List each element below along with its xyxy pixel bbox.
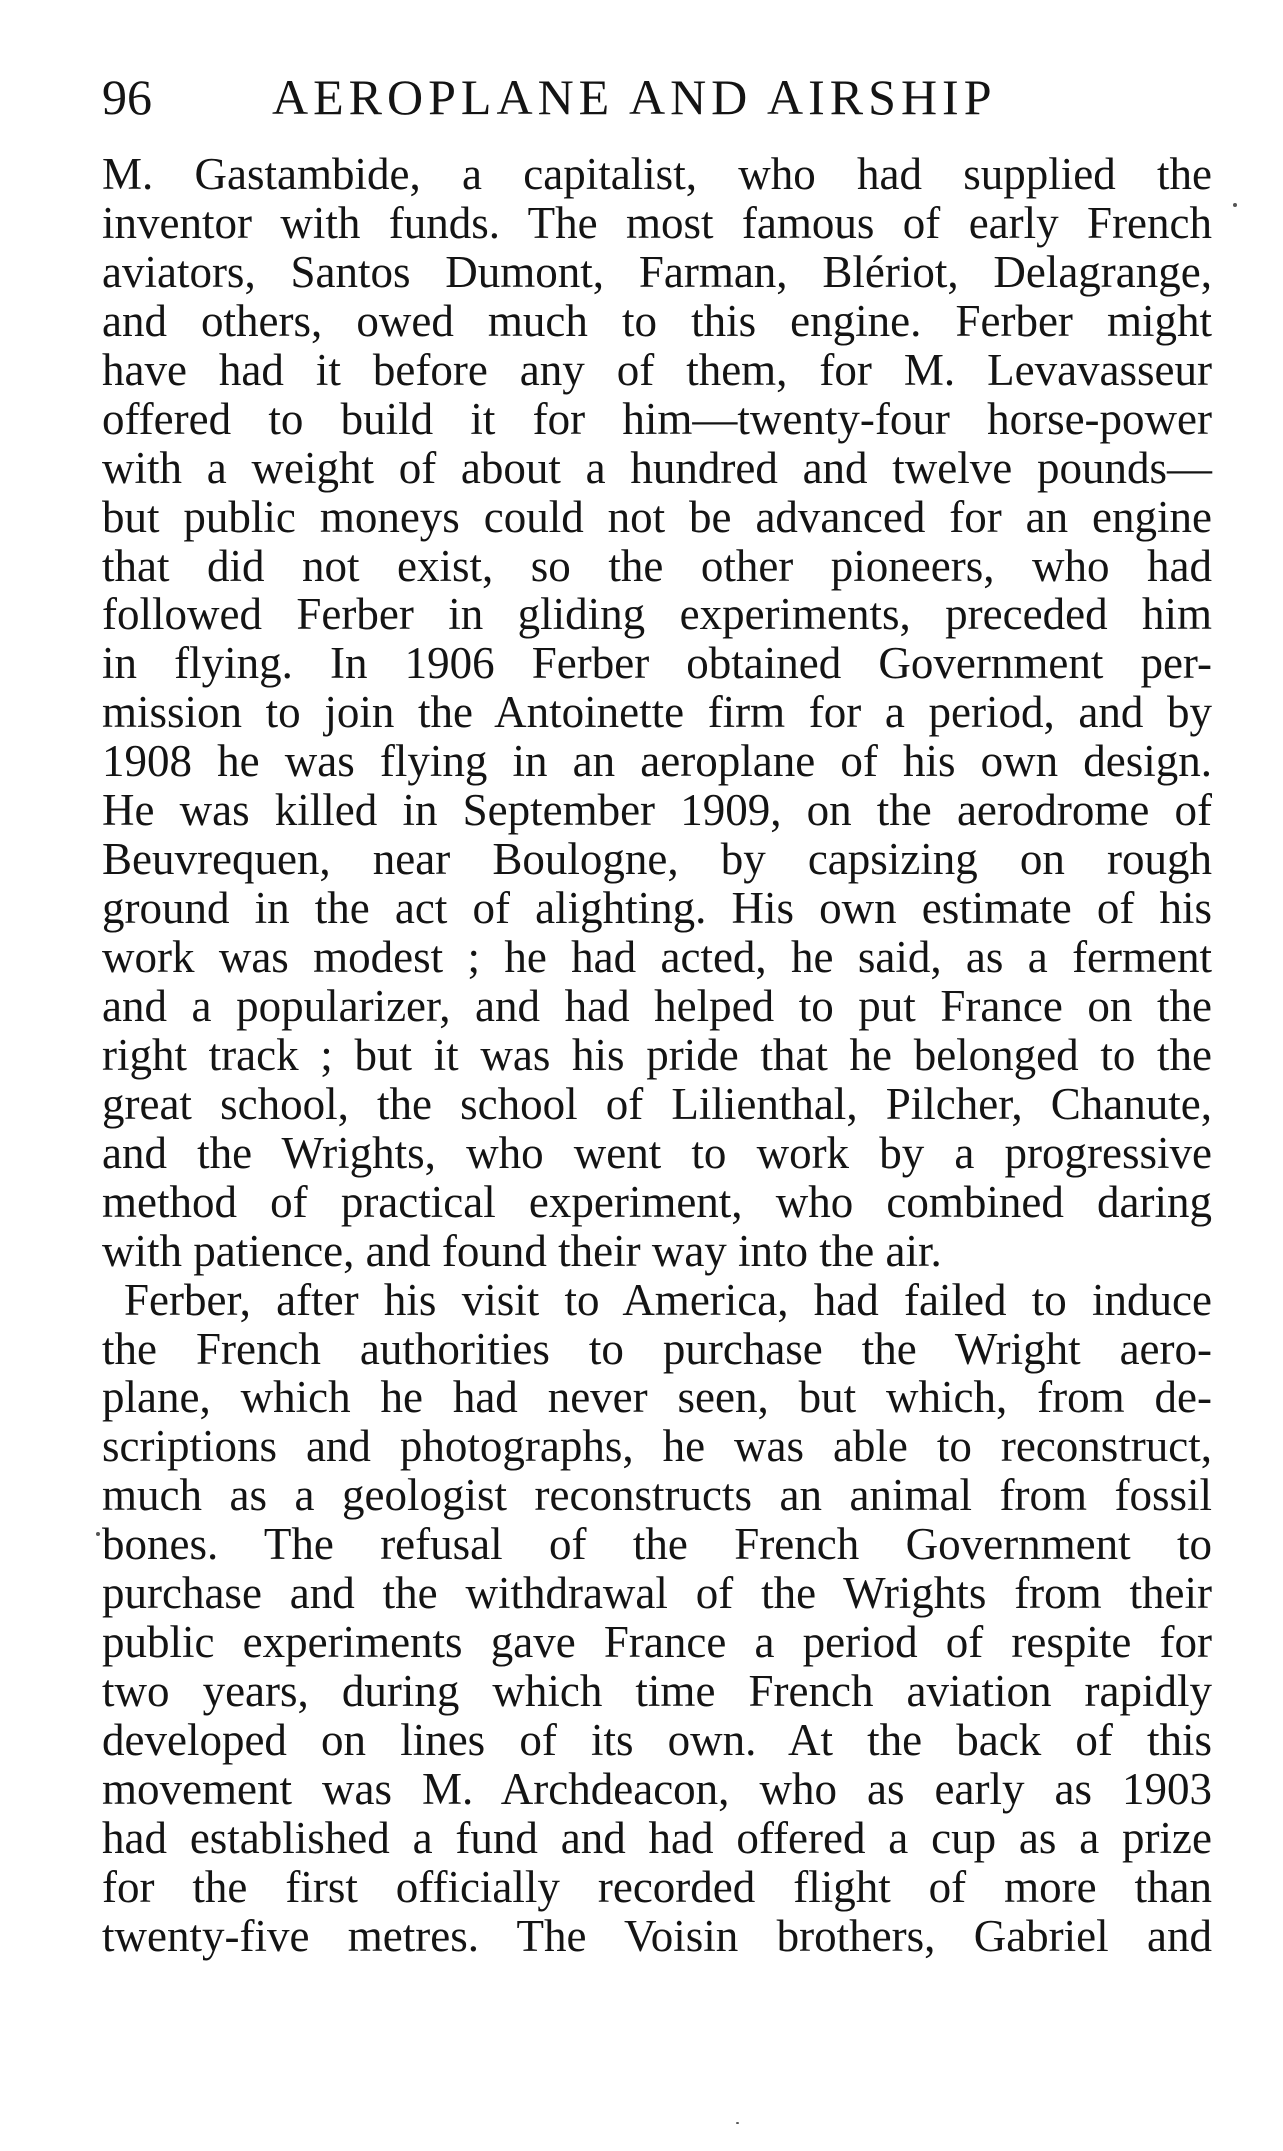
print-speck xyxy=(96,1532,100,1536)
text-line: plane, which he had never seen, but which, from de- xyxy=(102,1372,1212,1423)
text-line: for the first officially recorded flight of more than xyxy=(102,1861,1212,1912)
text-line: movement was M. Archdeacon, who as early as 1903 xyxy=(102,1763,1212,1814)
print-speck xyxy=(736,2122,739,2124)
text-line: ground in the act of alighting. His own estimate of his xyxy=(102,883,1212,934)
text-line: great school, the school of Lilienthal, Pilcher, Chanute, xyxy=(102,1078,1212,1129)
text-line: aviators, Santos Dumont, Farman, Blériot, Delagrange, xyxy=(102,246,1212,297)
text-line: and others, owed much to this engine. Ferber might xyxy=(102,295,1212,346)
print-speck xyxy=(1233,203,1237,207)
text-line: and a popularizer, and had helped to put France on the xyxy=(102,980,1212,1031)
text-line: twenty-five metres. The Voisin brothers, Gabriel and xyxy=(102,1910,1212,1961)
text-line: much as a geologist reconstructs an animal from fossil xyxy=(102,1470,1212,1521)
text-line: had established a fund and had offered a cup as a prize xyxy=(102,1812,1212,1863)
page-number: 96 xyxy=(102,69,152,125)
text-line: and the Wrights, who went to work by a progressive xyxy=(102,1127,1212,1178)
running-head: AEROPLANE AND AIRSHIP xyxy=(272,69,997,125)
text-line: right track ; but it was his pride that he belonged to the xyxy=(102,1029,1212,1080)
text-line: with patience, and found their way into the air. xyxy=(102,1225,942,1276)
body-text xyxy=(102,150,1212,1961)
text-line: two years, during which time French aviation rapidly xyxy=(102,1666,1212,1717)
text-line: followed Ferber in gliding experiments, preceded him xyxy=(102,589,1212,640)
text-line: but public moneys could not be advanced for an engine xyxy=(102,491,1212,542)
page-header xyxy=(102,62,1202,132)
text-line: bones. The refusal of the French Government to xyxy=(102,1519,1212,1570)
text-line: method of practical experiment, who combined daring xyxy=(102,1176,1212,1227)
paragraph-1 xyxy=(102,150,1212,1276)
text-line: in flying. In 1906 Ferber obtained Government per- xyxy=(102,638,1212,689)
text-line: scriptions and photographs, he was able to reconstruct, xyxy=(102,1421,1212,1472)
text-line: offered to build it for him—twenty-four horse-power xyxy=(102,393,1212,444)
text-line: He was killed in September 1909, on the aerodrome of xyxy=(102,785,1212,836)
text-line: with a weight of about a hundred and twelve pounds— xyxy=(102,442,1212,493)
text-line: purchase and the withdrawal of the Wrights from their xyxy=(102,1568,1212,1619)
text-line: Beuvrequen, near Boulogne, by capsizing on rough xyxy=(102,834,1212,885)
text-line: inventor with funds. The most famous of early French xyxy=(102,197,1212,248)
text-line: the French authorities to purchase the Wright aero- xyxy=(102,1323,1212,1374)
text-line: public experiments gave France a period of respite for xyxy=(102,1617,1212,1668)
text-line: have had it before any of them, for M. Levavasseur xyxy=(102,344,1212,395)
paragraph-2 xyxy=(102,1276,1212,1961)
text-line: that did not exist, so the other pioneers, who had xyxy=(102,540,1212,591)
text-line: work was modest ; he had acted, he said, as a ferment xyxy=(102,932,1212,982)
text-line: developed on lines of its own. At the back of this xyxy=(102,1715,1212,1765)
text-line: M. Gastambide, a capitalist, who had supplied the xyxy=(102,149,1212,199)
text-line: Ferber, after his visit to America, had failed to induce xyxy=(124,1274,1212,1325)
text-line: 1908 he was flying in an aeroplane of his own design. xyxy=(102,736,1212,787)
text-line: mission to join the Antoinette firm for a period, and by xyxy=(102,687,1212,738)
